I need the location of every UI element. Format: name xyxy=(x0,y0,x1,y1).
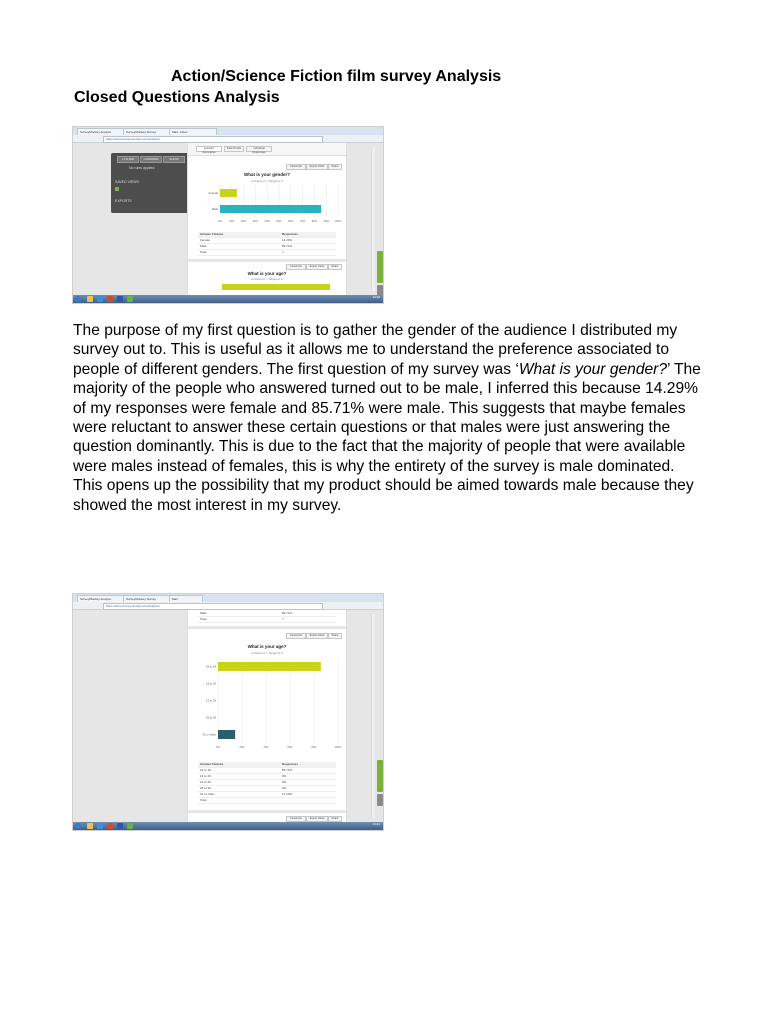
tick-label: 70% xyxy=(299,220,306,223)
row-response: 14.29% xyxy=(282,238,293,242)
tick-label: 40% xyxy=(264,220,270,223)
category-label: 21 to 25 xyxy=(205,698,216,703)
tick-label: 0% xyxy=(218,220,222,223)
customize-button[interactable]: Customize xyxy=(286,164,306,170)
paragraph-part-1: The purpose of my first question is to gather the gender of the audience I distributed my survey out to. This is useful as it allows me to understand the preference associated to people of different genders. The first question of my survey was ‘ xyxy=(73,322,678,378)
url-field[interactable]: https://www.surveymonkey.com/analyze/ xyxy=(103,603,323,610)
media-icon[interactable] xyxy=(107,296,113,302)
document-subtitle: Closed Questions Analysis xyxy=(74,89,280,106)
screenshot-age-question xyxy=(72,593,384,831)
section-divider xyxy=(188,259,346,262)
row-choice: Male xyxy=(200,611,207,615)
exports-label: EXPORTS xyxy=(115,199,132,203)
row-response: 0% xyxy=(282,786,287,790)
customize-button-2[interactable]: Customize xyxy=(286,816,306,822)
filter-button[interactable]: + FILTER xyxy=(117,156,139,163)
row-response: 85.71% xyxy=(282,611,293,615)
feedback-tab[interactable] xyxy=(377,760,383,792)
results-main xyxy=(187,610,347,822)
question-title: What is your gender? xyxy=(243,172,290,177)
tick-label: 30% xyxy=(252,220,259,223)
share-button-2[interactable]: Share xyxy=(328,816,342,822)
answered-count: Answered: 7 Skipped: 0 xyxy=(251,651,283,655)
feedback-sidebar xyxy=(377,760,383,820)
browser-tab[interactable]: SurveyMonkey Survey xyxy=(123,128,171,135)
paragraph-question-italic: What is your gender? xyxy=(518,360,668,378)
page-content xyxy=(73,143,383,295)
export-chart-button[interactable]: Export Chart xyxy=(306,633,328,639)
row-choice: 31 or older xyxy=(200,792,215,796)
results-main xyxy=(187,143,347,295)
question-title-age: What is your age? xyxy=(247,271,287,276)
document-title: Action/Science Fiction film survey Analysis xyxy=(171,68,502,85)
tab-question-summaries[interactable]: Question Summaries xyxy=(196,146,222,152)
answered-count: Answered: 7 Skipped: 0 xyxy=(251,179,283,183)
analysis-paragraph xyxy=(73,321,703,515)
app-icon[interactable] xyxy=(127,296,133,302)
browser-tab[interactable]: SurveyMonkey Analyze xyxy=(77,595,125,602)
saved-view-toggle[interactable] xyxy=(115,187,119,191)
tick-label: 50% xyxy=(276,220,282,223)
page-content xyxy=(73,610,383,822)
no-rules-label: No rules applied. xyxy=(129,166,156,170)
word-icon[interactable] xyxy=(117,823,123,829)
scrollbar[interactable] xyxy=(371,147,375,291)
category-label: 19 to 20 xyxy=(205,681,216,686)
view-tab-bar xyxy=(188,143,346,156)
tab-individual-responses[interactable]: Individual Responses xyxy=(246,146,272,152)
tick-label: 100% xyxy=(334,746,342,749)
row-response: 0% xyxy=(282,780,287,784)
screenshot-gender-question xyxy=(72,126,384,304)
table-row xyxy=(198,798,336,804)
header-responses: Responses xyxy=(282,232,299,236)
feedback-tab[interactable] xyxy=(377,251,383,283)
media-icon[interactable] xyxy=(107,823,113,829)
category-label: 16 to 18 xyxy=(205,664,216,669)
word-icon[interactable] xyxy=(117,296,123,302)
header-answer-choices: Answer Choices xyxy=(200,232,224,236)
windows-taskbar xyxy=(73,295,383,303)
saved-views-label: SAVED VIEWS xyxy=(115,180,139,184)
app-icon[interactable] xyxy=(127,823,133,829)
start-orb-icon[interactable] xyxy=(75,823,81,829)
address-bar xyxy=(73,602,383,610)
tick-label: 100% xyxy=(334,220,342,223)
share-button[interactable]: Share xyxy=(328,164,342,170)
answered-count-age: Answered: 7 Skipped: 0 xyxy=(251,277,283,281)
share-button[interactable]: Share xyxy=(328,633,342,639)
tick-label: 90% xyxy=(323,220,329,223)
bar xyxy=(220,205,321,213)
compare-button[interactable]: COMPARE xyxy=(140,156,162,163)
browser-tab[interactable]: SurveyMonkey Analyze xyxy=(77,128,125,135)
customize-button-2[interactable]: Customize xyxy=(286,264,306,270)
tick-label: 10% xyxy=(229,220,235,223)
table-row xyxy=(198,250,336,256)
browser-tab[interactable]: Mail xyxy=(169,595,203,602)
row-choice: 19 to 20 xyxy=(200,774,211,778)
tick-label: 60% xyxy=(288,220,294,223)
table-row xyxy=(198,617,336,623)
category-label: 25 to 30 xyxy=(205,715,216,720)
age-bar-chart xyxy=(198,658,342,754)
bar xyxy=(220,189,237,197)
tick-label: 20% xyxy=(239,746,245,749)
customize-button[interactable]: Customize xyxy=(286,633,306,639)
category-label: Male xyxy=(211,207,218,211)
gender-bar-chart xyxy=(202,185,342,231)
row-response: 85.71% xyxy=(282,244,293,248)
row-choice: Total xyxy=(200,798,207,802)
row-choice: 16 to 18 xyxy=(200,768,211,772)
browser-tab[interactable]: Mail - Inbox xyxy=(169,128,217,135)
show-button[interactable]: SHOW xyxy=(163,156,185,163)
row-response: 0% xyxy=(282,774,287,778)
address-bar xyxy=(73,135,383,143)
row-choice: Male xyxy=(200,244,207,248)
tick-label: 20% xyxy=(240,220,247,223)
tick-label: 80% xyxy=(311,220,318,223)
export-chart-button-2[interactable]: Export Chart xyxy=(306,816,328,822)
row-choice: 21 to 25 xyxy=(200,780,211,784)
row-choice: Total xyxy=(200,617,207,621)
row-choice: Total xyxy=(200,250,207,254)
share-button-2[interactable]: Share xyxy=(328,264,342,270)
header-responses: Responses xyxy=(282,762,299,766)
question-title: What is your age? xyxy=(247,644,287,649)
url-field[interactable]: https://www.surveymonkey.com/analyze/ xyxy=(103,136,323,143)
bar xyxy=(218,662,321,671)
tick-label: 40% xyxy=(263,746,269,749)
export-chart-button-2[interactable]: Export Chart xyxy=(306,264,328,270)
browser-tab[interactable]: SurveyMonkey Survey xyxy=(123,595,171,602)
browser-tab-bar xyxy=(73,127,383,135)
browser-icon[interactable] xyxy=(97,296,103,302)
tab-data-trends[interactable]: Data Trends xyxy=(224,146,244,152)
export-chart-button[interactable]: Export Chart xyxy=(306,164,328,170)
browser-icon[interactable] xyxy=(97,823,103,829)
explorer-icon[interactable] xyxy=(87,296,93,302)
section-divider xyxy=(188,626,346,629)
tick-label: 0% xyxy=(216,746,220,749)
header-answer-choices: Answer Choices xyxy=(200,762,224,766)
browser-tab-bar xyxy=(73,594,383,602)
explorer-icon[interactable] xyxy=(87,823,93,829)
tick-label: 80% xyxy=(311,746,317,749)
category-label: 31 or older xyxy=(202,732,216,737)
taskbar-clock: 14:22 xyxy=(372,822,380,826)
section-divider xyxy=(188,810,346,813)
taskbar-clock: 14:20 xyxy=(372,295,380,299)
paragraph-part-2: ’ The majority of the people who answered turned out to be male, I inferred this because 14.29% of my responses were female and 85.71% were male. This suggests that maybe females were reluctant to answer these certain questions or that males were just answering the question dominantly. This is due to the fact that the majority of people that were available were males instead of females, this is why the entirety of the survey is male dominated. This opens up the possibility that my product should be aimed towards male because they showed the most interest in my survey. xyxy=(73,360,701,514)
start-orb-icon[interactable] xyxy=(75,296,81,302)
scrollbar[interactable] xyxy=(371,614,375,818)
row-response: 85.71% xyxy=(282,768,293,772)
row-response: 7 xyxy=(282,617,284,621)
row-choice: 25 to 30 xyxy=(200,786,211,790)
tick-label: 60% xyxy=(287,746,293,749)
filter-panel xyxy=(111,153,189,213)
row-response: 14.29% xyxy=(282,792,293,796)
row-response: 7 xyxy=(282,250,284,254)
age-bar-preview xyxy=(222,284,330,290)
help-tab[interactable] xyxy=(377,794,383,806)
windows-taskbar xyxy=(73,822,383,830)
row-choice: Female xyxy=(200,238,211,242)
bar xyxy=(218,730,235,739)
category-label: Female xyxy=(208,191,218,195)
